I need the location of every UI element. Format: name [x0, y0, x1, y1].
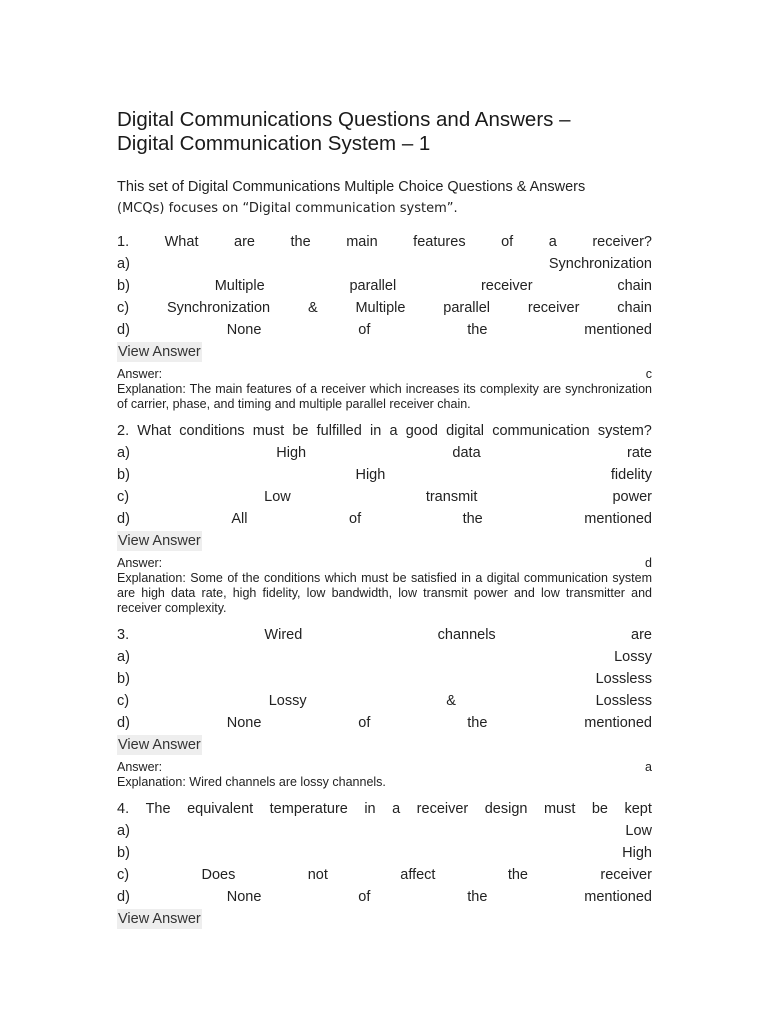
line-word: are: [631, 627, 652, 643]
option-d: [117, 886, 652, 908]
line-word: of: [501, 234, 514, 250]
answer-explanation: Explanation: Wired channels are lossy channels.: [117, 775, 386, 789]
line-word: None: [226, 715, 262, 731]
answer-row: [117, 760, 652, 775]
line-word: parallel: [443, 300, 491, 316]
option-c: [117, 297, 652, 319]
line-label: d): [117, 322, 130, 338]
line-label: a): [117, 649, 130, 665]
option-b: [117, 668, 652, 690]
line-word: the: [467, 322, 488, 338]
option-b: [117, 275, 652, 297]
line-word: data: [452, 445, 481, 461]
line-word: Multiple: [214, 278, 265, 294]
line-word: mentioned: [584, 322, 652, 338]
question-block: [117, 624, 652, 790]
line-word: receiver: [600, 867, 652, 883]
line-word: in: [364, 801, 376, 817]
line-word: the: [507, 867, 528, 883]
answer-box: [117, 556, 652, 616]
line-label: c): [117, 867, 130, 883]
line-word: a: [392, 801, 401, 817]
title-line-2: Digital Communication System – 1: [117, 132, 431, 155]
line-word: Does: [201, 867, 236, 883]
answer-explanation: Explanation: Some of the conditions which must be satisfied in a digital communication system are high data rate, high fidelity, low bandwidth, low transmit power and low transmitter and receiver complexity.: [117, 571, 652, 615]
option-d: [117, 319, 652, 341]
line-label: c): [117, 693, 130, 709]
line-word: fulfilled: [316, 423, 362, 439]
question-block: [117, 420, 652, 616]
view-answer-button[interactable]: View Answer: [118, 911, 201, 927]
line-label: a): [117, 445, 130, 461]
line-word: temperature: [269, 801, 348, 817]
article-content: [117, 108, 652, 929]
option-b: [117, 464, 652, 486]
line-word: &: [446, 693, 456, 709]
question-text: [117, 231, 652, 253]
option-d: [117, 712, 652, 734]
line-word: main: [346, 234, 378, 250]
answer-value: d: [645, 556, 652, 570]
line-word: receiver?: [592, 234, 652, 250]
line-word: mentioned: [584, 889, 652, 905]
line-word: mentioned: [584, 715, 652, 731]
line-label: a): [117, 256, 130, 272]
line-word: of: [349, 511, 362, 527]
line-word: design: [484, 801, 528, 817]
option-a: [117, 646, 652, 668]
line-word: &: [307, 300, 318, 316]
line-word: a: [389, 423, 398, 439]
line-word: transmit: [425, 489, 478, 505]
line-word: the: [467, 715, 488, 731]
line-word: affect: [400, 867, 436, 883]
line-word: be: [591, 801, 608, 817]
answer-label: Answer:: [117, 760, 163, 774]
line-word: The: [145, 801, 171, 817]
option-b: [117, 842, 652, 864]
line-word: features: [413, 234, 466, 250]
title-line-1: Digital Communications Questions and Answers –: [117, 108, 571, 131]
line-word: What: [137, 423, 172, 439]
line-label: 1.: [117, 234, 130, 250]
line-word: chain: [617, 278, 652, 294]
question-block: [117, 231, 652, 412]
option-a: [117, 442, 652, 464]
view-answer-row: [117, 530, 652, 551]
line-word: the: [467, 889, 488, 905]
option-a: [117, 253, 652, 275]
line-word: of: [358, 715, 371, 731]
intro-line-2: (MCQs) focuses on “Digital communication system”.: [117, 201, 458, 216]
line-word: of: [358, 889, 371, 905]
line-word: kept: [624, 801, 652, 817]
line-word: in: [369, 423, 382, 439]
view-answer-button[interactable]: View Answer: [118, 533, 201, 549]
line-word: channels: [437, 627, 496, 643]
line-word: must: [252, 423, 285, 439]
line-word: receiver: [480, 278, 533, 294]
view-answer-button[interactable]: View Answer: [118, 344, 201, 360]
line-label: b): [117, 845, 130, 861]
line-word: chain: [617, 300, 652, 316]
line-word: the: [290, 234, 311, 250]
line-word: Multiple: [355, 300, 406, 316]
line-label: b): [117, 671, 130, 687]
line-label: b): [117, 278, 130, 294]
question-list: [117, 231, 652, 929]
line-word: parallel: [349, 278, 397, 294]
line-word: good: [405, 423, 438, 439]
line-word: mentioned: [584, 511, 652, 527]
line-word: Lossless: [595, 693, 652, 709]
line-word: Synchronization: [548, 256, 652, 272]
line-label: a): [117, 823, 130, 839]
question-text: [117, 624, 652, 646]
line-word: power: [612, 489, 652, 505]
line-label: 4.: [117, 801, 130, 817]
line-word: Lossy: [268, 693, 307, 709]
line-word: receiver: [416, 801, 469, 817]
view-answer-row: [117, 734, 652, 755]
line-word: All: [231, 511, 248, 527]
answer-row: [117, 556, 652, 571]
line-word: High: [622, 845, 652, 861]
line-word: rate: [627, 445, 652, 461]
line-word: None: [226, 889, 262, 905]
line-word: digital: [446, 423, 485, 439]
line-word: must: [543, 801, 576, 817]
line-word: not: [307, 867, 328, 883]
line-word: a: [548, 234, 557, 250]
line-word: Synchronization: [166, 300, 271, 316]
line-word: system?: [597, 423, 652, 439]
line-label: d): [117, 889, 130, 905]
answer-box: [117, 367, 652, 412]
view-answer-row: [117, 341, 652, 362]
line-label: c): [117, 300, 130, 316]
question-text: [117, 420, 652, 442]
line-word: Wired: [264, 627, 303, 643]
line-word: be: [292, 423, 309, 439]
line-word: High: [276, 445, 307, 461]
answer-box: [117, 760, 652, 790]
line-word: conditions: [179, 423, 245, 439]
question-text: [117, 798, 652, 820]
option-c: [117, 486, 652, 508]
answer-label: Answer:: [117, 556, 163, 570]
answer-explanation: Explanation: The main features of a receiver which increases its complexity are synchronization of carrier, phase, and timing and multiple parallel receiver chain.: [117, 382, 652, 411]
line-label: d): [117, 715, 130, 731]
line-word: receiver: [527, 300, 580, 316]
option-c: [117, 690, 652, 712]
line-word: are: [234, 234, 255, 250]
line-label: 2.: [117, 423, 130, 439]
answer-row: [117, 367, 652, 382]
intro-line-1: This set of Digital Communications Multiple Choice Questions & Answers: [117, 179, 586, 195]
page-title: [117, 108, 652, 156]
answer-value: c: [645, 367, 652, 381]
view-answer-button[interactable]: View Answer: [118, 737, 201, 753]
line-word: What: [164, 234, 199, 250]
line-word: equivalent: [187, 801, 254, 817]
intro-paragraph: [117, 176, 652, 220]
line-word: fidelity: [610, 467, 652, 483]
line-label: 3.: [117, 627, 130, 643]
line-word: the: [462, 511, 483, 527]
line-word: None: [226, 322, 262, 338]
line-word: Lossless: [595, 671, 652, 687]
line-label: c): [117, 489, 130, 505]
line-word: Lossy: [614, 649, 652, 665]
view-answer-row: [117, 908, 652, 929]
line-word: Low: [625, 823, 652, 839]
option-c: [117, 864, 652, 886]
answer-value: a: [645, 760, 652, 774]
line-word: communication: [492, 423, 590, 439]
line-word: High: [355, 467, 386, 483]
question-block: [117, 798, 652, 929]
line-label: d): [117, 511, 130, 527]
line-word: of: [358, 322, 371, 338]
line-word: Low: [264, 489, 291, 505]
answer-label: Answer:: [117, 367, 163, 381]
option-d: [117, 508, 652, 530]
line-label: b): [117, 467, 130, 483]
option-a: [117, 820, 652, 842]
